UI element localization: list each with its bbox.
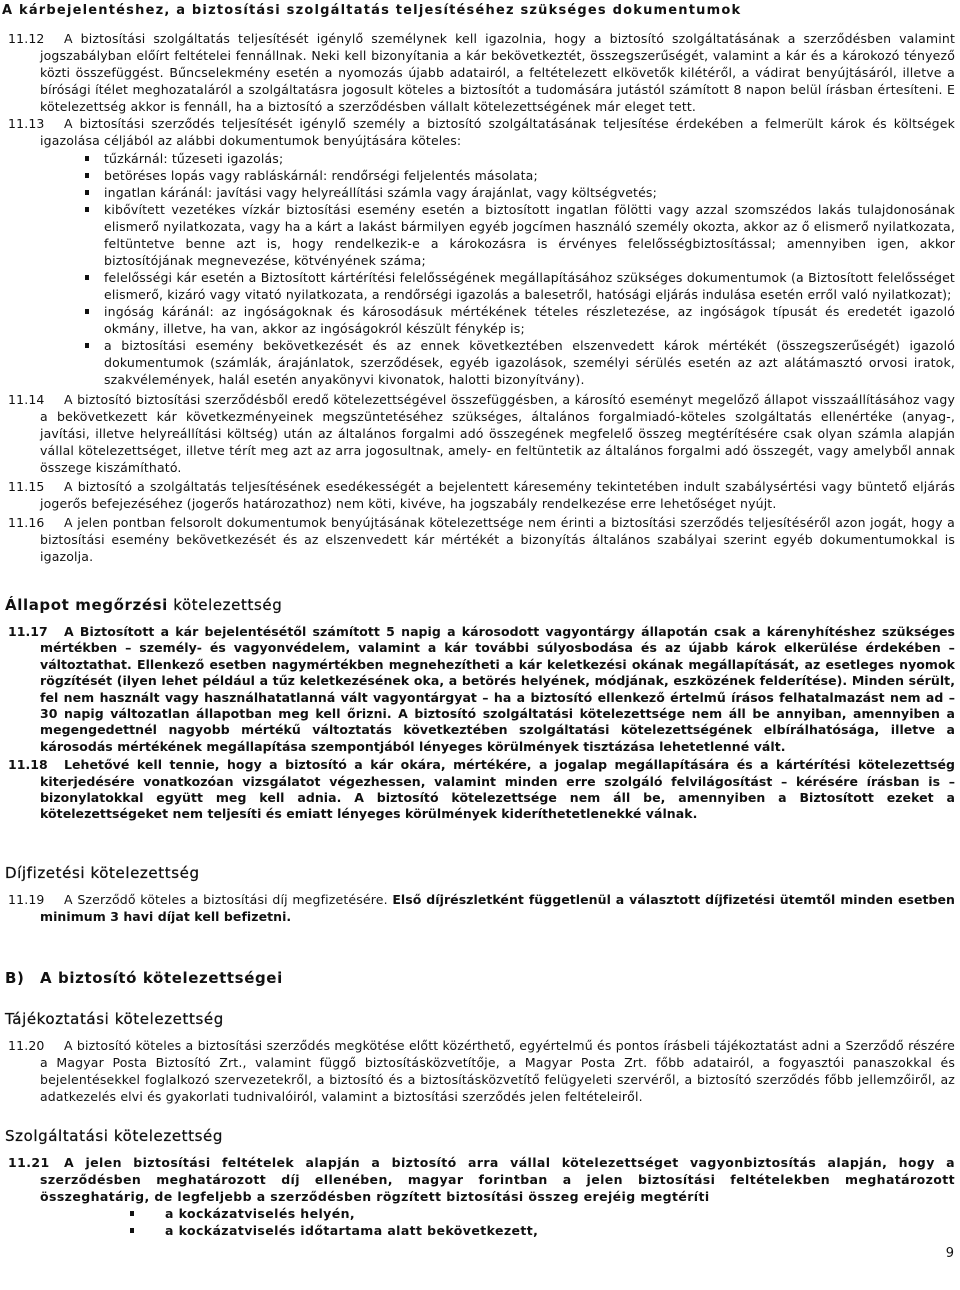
clause-11-14 <box>0 391 960 476</box>
clause-11-19 <box>0 891 960 925</box>
list-item: felelősségi kár esetén a Biztosított kártérítési felelősségének megállapításához szükséges dokumentumok (a Biztosított felelősséget elismerő, kizáró vagy vitató nyilatkozata, a rendőrségi igazolás a balesetről, hatósági eljárás indulása esetén erről való nyilatkozat); <box>104 270 955 302</box>
service-conditions-list <box>0 1205 960 1239</box>
section-heading-service: Szolgáltatási kötelezettség <box>5 1126 223 1145</box>
list-item: a kockázatviselés időtartama alatt bekövetkezett, <box>165 1222 955 1239</box>
clause-text: A biztosítási szolgáltatás teljesítését igénylő személynek kell igazolnia, hogy a biztosító szolgáltatásának a szerződésben valamint jogszabályban előírt feltételei fennállnak. Neki kell bizonyítania a kár bekövetkeztét, összegszerűségét, valamint a kár és a károkozó tényező közti összefüggést. Bűncselekmény esetén a nyomozás újabb adatairól, a feltételezett elkövetők kilétéről, a vádirat benyújtásáról, illetve a bírósági ítélet meghozataláról a szolgáltatásra jogosult köteles a biztosítót a tudomására jutástól számított 8 napon belül írásban értesíteni. E kötelezettség akkor is fennáll, ha a biztosító a szerződésben vállalt kötelezettségének már eleget tett. <box>40 31 955 114</box>
clause-number: 11.21 <box>8 1154 50 1170</box>
section-heading-information: Tájékoztatási kötelezettség <box>5 1009 224 1028</box>
section-heading-fee-payment: Díjfizetési kötelezettség <box>5 863 200 882</box>
heading-strong-part: Állapot megőrzési <box>5 596 168 614</box>
clause-11-13 <box>0 115 960 149</box>
part-b-heading <box>5 968 960 988</box>
heading-rest-part: kötelezettség <box>173 596 283 614</box>
clause-text: A Szerződő köteles a biztosítási díj megfizetésére. <box>64 891 388 907</box>
clause-text-emphasis: Első díjrészletként függetlenül a választott díjfizetési ütemtől minden esetben minimum 3 havi díjat kell befizetni. <box>40 891 955 924</box>
clause-text: A biztosító köteles a biztosítási szerződés megkötése előtt közérthető, egyértelmű és pontos írásbeli tájékoztatást adni a Szerződő részére a Magyar Posta Biztosító Zrt., valamint függő biztosításközvetítője, a Magyar Posta Zrt. főbb adatairól, a fogyasztói panaszokkal és bejelentésekkel foglalkozó szervezetekről, a biztosító és a biztosításközvetítő felügyeleti szervéről, a biztosító szerződés főbb jellemzőiről, az adatkezelés elvi és gyakorlati tudnivalóiról, valamint a biztosítási szerződés jelen feltételeiről. <box>40 1037 955 1104</box>
clause-number: 11.16 <box>8 515 45 530</box>
clause-number: 11.15 <box>8 479 45 494</box>
clause-11-16 <box>0 514 960 565</box>
part-letter: B) <box>5 968 25 987</box>
clause-text: Lehetővé kell tennie, hogy a biztosító a kár okára, mértékére, a jogalap megállapítására és a kártérítési kötelezettség kiterjedésére vonatkozóan vizsgálatot végezhessen, valamint minden erre szolgáló felvilágosítást – kérésére írásban is – bizonylatokkal együtt meg kell adnia. A biztosító kötelezettsége nem áll be, amennyiben a Biztosított ezeket a kötelezettségeket nem teljesíti és emiatt lényeges körülmények kideríthetetlenekké válnak. <box>40 757 955 822</box>
clause-text: A Biztosított a kár bejelentésétől számított 5 napig a károsodott vagyontárgy állapotán csak a kárenyhítéshez szükséges mértékben – személy- és vagyonvédelem, valamint a kár további súlyosbodása és az újabb károk elkerülése érdekében – változtathat. Ellenkező esetben nagymértékben megnehezítheti a kár keletkezési okának megállapítását, az esetleges nyomok rögzítését (ilyen lehet például a tűz keletkezésének oka, a betörés helyének, módjának, eszközének felderítése). Minden sérült, fel nem használt vagy használhatatlanná vált vagyontárgyat – ha a biztosító ellenkező értelmű írásos felhatalmazást nem ad – 30 napig változatlan állapotban meg kell őrizni. A biztosító szolgáltatási kötelezettsége nem áll be annyiban, amennyiben a megengedettnél nagyobb mértékű változtatás következtében szolgáltatási kötelezettségének elbírálhatósága, illetve a károsodás mértékének megállapítása szempontjából lényeges körülmények tisztázása lehetetlenné vált. <box>40 624 955 754</box>
clause-number: 11.14 <box>8 392 45 407</box>
clause-number: 11.12 <box>8 31 45 46</box>
list-item: tűzkárnál: tűzeseti igazolás; <box>104 150 955 167</box>
clause-text: A biztosító biztosítási szerződésből eredő kötelezettségével összefüggésben, a károsító eseményt megelőző állapot visszaállításához vagy a bekövetkezett kár következményeinek megszüntetéséhez szükséges, általános forgalmiadó-köteles szolgáltatás ellenértéke (anyag-, javítási, illetve helyreállítási költség) után az általános forgalmi adó összegének megfelelő összeg megtérítésére csak olyan számla alapján vállal kötelezettséget, illetve térít meg azt az arra jogosultnak, amely- en feltüntetik az általános forgalmi adó összegét, vagy amelyből annak összege kiszámítható. <box>40 392 955 475</box>
list-item: ingóság káránál: az ingóságoknak és károsodásuk mértékének tételes részletezése, az ingóságok típusát és eredetét igazoló okmány, illetve, ha van, akkor az ingóságokról készült fénykép is; <box>104 304 955 336</box>
clause-11-21 <box>0 1154 960 1205</box>
clause-11-12 <box>0 30 960 115</box>
clause-text: A jelen pontban felsorolt dokumentumok benyújtásának kötelezettsége nem érinti a biztosítási szerződés teljesítéséről azon jogát, hogy a biztosítási esemény bekövetkezését és az elszenvedett kár mértékét a bizonyítás általános szabályai szerint egyéb dokumentumokkal is igazolja. <box>40 515 955 564</box>
list-item: betöréses lopás vagy rabláskárnál: rendőrségi feljelentés másolata; <box>104 167 955 184</box>
clause-11-17 <box>0 624 960 755</box>
clause-text: A biztosító a szolgáltatás teljesítésének esedékességét a bejelentett káresemény tekintetében indult szabálysértési vagy büntető eljárás jogerős befejezéséhez (jogerős határozathoz) nem köti, kivéve, ha jogszabály rendelkezése erre lehetőséget nyújt. <box>40 479 955 511</box>
clause-number: 11.19 <box>8 891 45 907</box>
clause-number: 11.17 <box>8 624 48 639</box>
section-title-documents: A kárbejelentéshez, a biztosítási szolgáltatás teljesítéséhez szükséges dokumentumok <box>2 3 742 18</box>
list-item: a kockázatviselés helyén, <box>165 1205 955 1222</box>
list-item: kibővített vezetékes vízkár biztosítási esemény esetén a biztosított ingatlan fölötti vagy azzal szomszédos lakás tulajdonosának elismerő nyilatkozata, vagy ha a kárt a lakást bármilyen egyéb jogcímen használó személy okozta, akkor az ő elismerő nyilatkozata, feltüntetve benne azt is, hogy rendelkezik-e a károkozásra is érvényes felelősségbiztosítással; amennyiben igen, akkor biztosítójának megnevezése, kötvényének száma; <box>104 202 955 268</box>
page-number: 9 <box>945 1246 954 1261</box>
clause-number: 11.13 <box>8 116 45 131</box>
clause-number: 11.18 <box>8 757 48 773</box>
list-item: a biztosítási esemény bekövetkezését és az ennek következtében elszenvedett károk mértékét (összegszerűségét) igazoló dokumentumok (számlák, árajánlatok, szerződések, egyéb igazolások, személyi sérülés esetén az azt alátámasztó orvosi iratok, szakvélemények, halál esetén anyakönyvi kivonatok, halotti bizonyítvány). <box>104 338 955 387</box>
clause-text: A jelen biztosítási feltételek alapján a biztosító arra vállal kötelezettséget vagyonbiztosítás alapján, hogy a szerződésben meghatározott díj ellenében, magyar forintban a jelen biztosítási feltételekben meghatározott összeghatárig, de legfeljebb a szerződésben rögzített biztosítási összeg erejéig megtéríti <box>40 1154 955 1204</box>
clause-11-18 <box>0 757 960 823</box>
clause-text: A biztosítási szerződés teljesítését igénylő személy a biztosító szolgáltatásának teljesítése érdekében a felmerült károk és költségek igazolása céljából az alábbi dokumentumok benyújtására köteles: <box>40 116 955 148</box>
list-item: ingatlan káránál: javítási vagy helyreállítási számla vagy árajánlat, vagy költségvetés; <box>104 184 955 201</box>
clause-11-20 <box>0 1037 960 1105</box>
clause-number: 11.20 <box>8 1037 45 1053</box>
section-heading-state-preservation <box>5 595 960 615</box>
clause-11-15 <box>0 478 960 512</box>
required-documents-list <box>0 150 960 388</box>
part-title: A biztosító kötelezettségei <box>40 968 283 987</box>
